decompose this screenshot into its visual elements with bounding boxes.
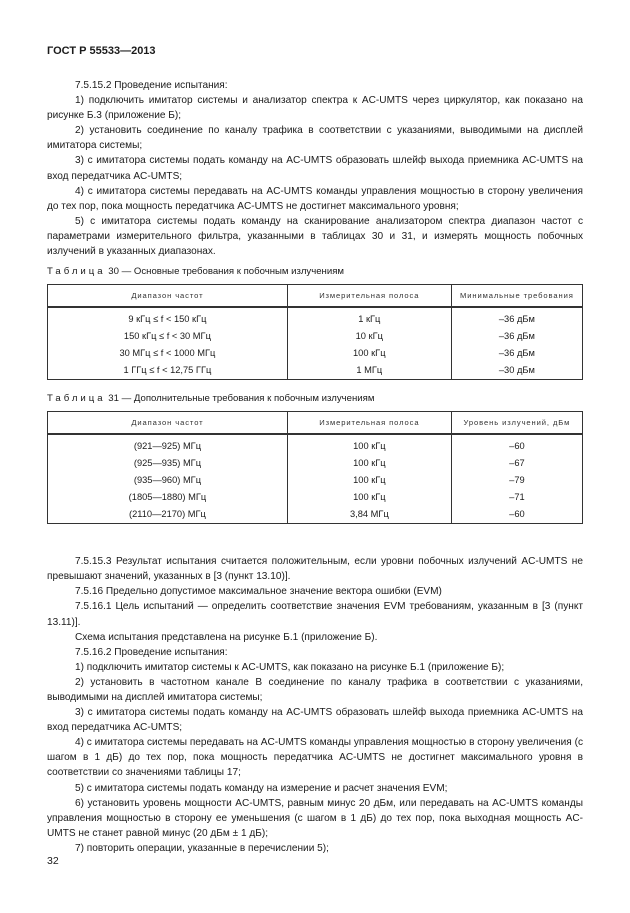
document-header: ГОСТ Р 55533—2013: [47, 45, 156, 57]
table-cell: 100 кГц: [287, 489, 451, 506]
table-cell: 150 кГц ≤ f < 30 МГц: [48, 328, 288, 345]
table-30-caption: [47, 265, 583, 278]
paragraph: 4) с имитатора системы передавать на AC-UMTS команды управления мощностью в сторону увеличения (с шагом в 1 дБ) до тех пор, пока мощность передатчика AC-UMTS не достигнет максимального уровня в соответствии со значениями таблицы 17;: [47, 737, 583, 779]
table-row: [48, 307, 583, 328]
table-31-caption: [47, 392, 583, 405]
table-30: [47, 284, 583, 380]
paragraph: 3) с имитатора системы подать команду на AC-UMTS образовать шлейф выхода приемника AC-UMTS на вход передатчика AC-UMTS;: [47, 155, 583, 182]
table-cell: (935—960) МГц: [48, 472, 288, 489]
paragraph: 7.5.16 Предельно допустимое максимальное значение вектора ошибки (EVM): [75, 586, 442, 598]
paragraph: 4) с имитатора системы передавать на AC-UMTS команды управления мощностью в сторону увеличения до тех пор, пока мощность передатчика AC-UMTS не достигнет максимального уровня;: [47, 185, 583, 212]
paragraph: 1) подключить имитатор системы к AC-UMTS, как показано на рисунке Б.1 (приложение Б);: [75, 661, 505, 673]
paragraph: 7.5.15.3 Результат испытания считается положительным, если уровни побочных излучений AC-UMTS не превышают значений, указанных в [3 (пункт 13.10)].: [47, 556, 583, 583]
table-cell: 9 кГц ≤ f < 150 кГц: [48, 307, 288, 328]
table-row: [48, 506, 583, 524]
table-cell: 100 кГц: [287, 345, 451, 362]
caption-prefix: Таблица: [47, 393, 106, 405]
paragraph: 2) установить соединение по каналу трафика в соответствии с указаниями, выводимыми на дисплей имитатора системы;: [47, 125, 583, 152]
document-body: [47, 78, 583, 856]
paragraph: 3) с имитатора системы подать команду на AC-UMTS образовать шлейф выхода приемника AC-UMTS на вход передатчика AC-UMTS;: [47, 707, 583, 734]
column-header: Диапазон частот: [48, 412, 288, 435]
table-row: [48, 362, 583, 380]
table-row: [48, 328, 583, 345]
section-7-5-15-3-to-7-5-16-2: [47, 554, 583, 856]
table-cell: 1 ГГц ≤ f < 12,75 ГГц: [48, 362, 288, 380]
table-cell: 1 кГц: [287, 307, 451, 328]
caption-prefix: Таблица: [47, 266, 106, 278]
column-header: Измерительная полоса: [287, 412, 451, 435]
table-cell: 100 кГц: [287, 434, 451, 455]
table-cell: –71: [451, 489, 582, 506]
column-header: Минимальные требования: [451, 285, 582, 308]
table-cell: –60: [451, 434, 582, 455]
table-row: [48, 489, 583, 506]
paragraph: 5) с имитатора системы подать команду на сканирование анализатором спектра диапазон частот с параметрами измерительного фильтра, указанными в таблицах 30 и 31, и измерять мощность побочных излучений в указанных диапазонах.: [47, 215, 583, 258]
paragraph: 2) установить в частотном канале В соединение по каналу трафика в соответствии с указаниями, выводимыми на дисплей имитатора системы;: [47, 676, 583, 703]
table-row: [48, 472, 583, 489]
table-cell: 3,84 МГц: [287, 506, 451, 524]
caption-text: 31 — Дополнительные требования к побочным излучениям: [105, 393, 375, 405]
page-number: 32: [47, 855, 59, 867]
table-cell: –36 дБм: [451, 345, 582, 362]
table-cell: (1805—1880) МГц: [48, 489, 288, 506]
paragraph: 7) повторить операции, указанные в перечислении 5);: [75, 842, 329, 854]
table-cell: (921—925) МГц: [48, 434, 288, 455]
paragraph: 7.5.16.1 Цель испытаний — определить соответствие значения EVM требованиям, указанным в [3 (пункт 13.11)].: [47, 601, 583, 628]
section-7-5-15-2: [47, 78, 583, 259]
table-cell: (2110—2170) МГц: [48, 506, 288, 524]
table-row: [48, 345, 583, 362]
paragraph: 5) с имитатора системы подать команду на измерение и расчет значения EVM;: [75, 782, 448, 794]
table-cell: 100 кГц: [287, 472, 451, 489]
table-cell: –36 дБм: [451, 328, 582, 345]
column-header: Уровень излучений, дБм: [451, 412, 582, 435]
table-row: [48, 455, 583, 472]
paragraph: 7.5.15.2 Проведение испытания:: [75, 80, 228, 91]
caption-text: 30 — Основные требования к побочным излучениям: [105, 266, 344, 278]
table-cell: 1 МГц: [287, 362, 451, 380]
paragraph: 6) установить уровень мощности AC-UMTS, равным минус 20 дБм, или передавать на AC-UMTS команды управления мощностью в сторону ее уменьшения (с шагом в 1 дБ) до тех пор, пока выходная мощность AC-UMTS не станет равной минус (20 дБм ± 1 дБ);: [47, 797, 583, 839]
table-cell: (925—935) МГц: [48, 455, 288, 472]
table-cell: –30 дБм: [451, 362, 582, 380]
table-cell: –60: [451, 506, 582, 524]
column-header: Измерительная полоса: [287, 285, 451, 308]
paragraph: Схема испытания представлена на рисунке Б.1 (приложение Б).: [75, 631, 378, 643]
paragraph: 7.5.16.2 Проведение испытания:: [75, 646, 228, 658]
table-cell: –36 дБм: [451, 307, 582, 328]
table-31: [47, 411, 583, 524]
table-cell: 10 кГц: [287, 328, 451, 345]
paragraph: 1) подключить имитатор системы и анализатор спектра к AC-UMTS через циркулятор, как показано на рисунке Б.3 (приложение Б);: [47, 95, 583, 122]
table-row: [48, 434, 583, 455]
table-cell: –67: [451, 455, 582, 472]
table-cell: 100 кГц: [287, 455, 451, 472]
table-cell: 30 МГц ≤ f < 1000 МГц: [48, 345, 288, 362]
table-cell: –79: [451, 472, 582, 489]
column-header: Диапазон частот: [48, 285, 288, 308]
